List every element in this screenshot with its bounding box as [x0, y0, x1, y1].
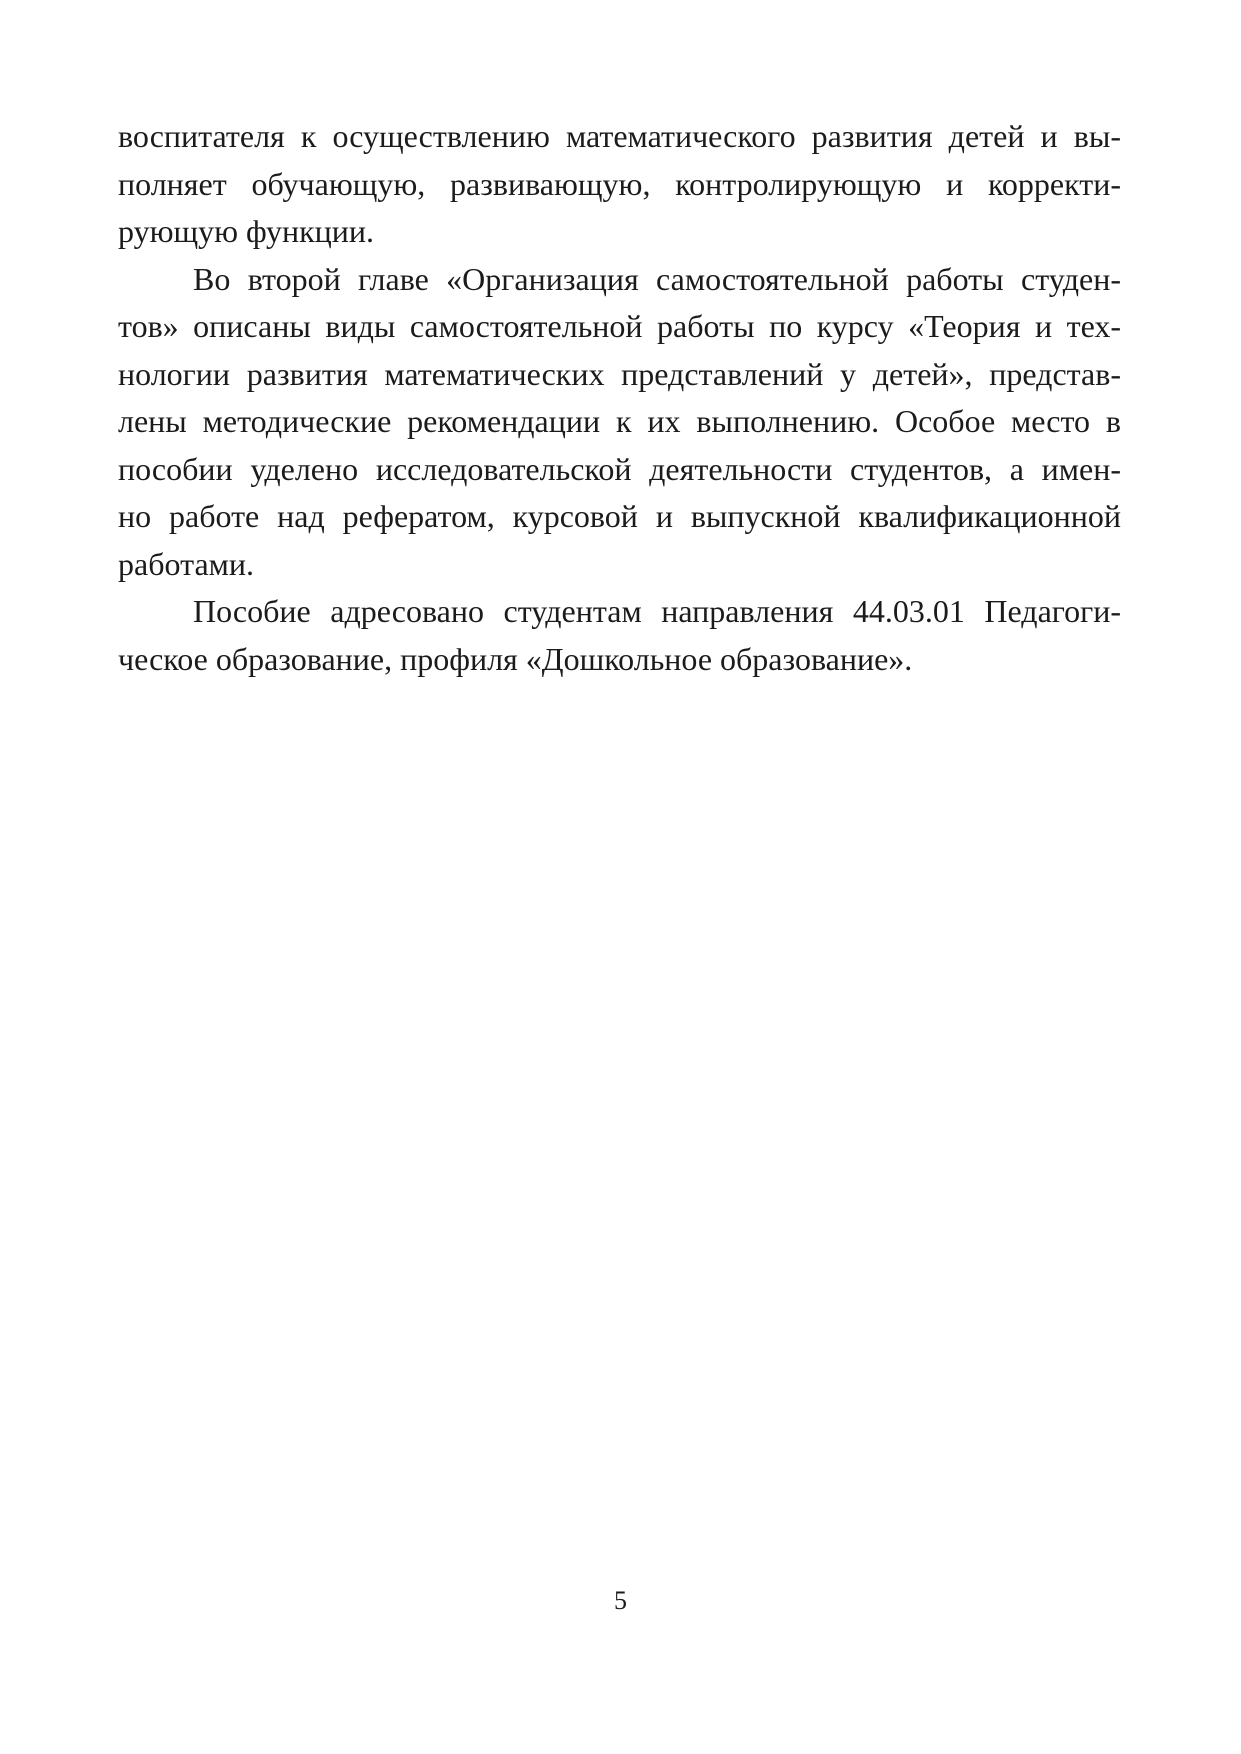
text-line: рующую функции.: [118, 213, 375, 249]
page-number: 5: [614, 1586, 627, 1615]
body-text: [118, 113, 1121, 683]
text-line: Пособие адресовано студентам направления 44.03.01 Педагоги-: [193, 593, 1121, 629]
text-line: работами.: [118, 545, 255, 582]
text-line: полняет обучающую, развивающую, контролирующую и корректи-: [118, 165, 1121, 202]
paragraph-1: [118, 113, 1121, 256]
text-line: но работе над рефератом, курсовой и выпускной квалификационной: [118, 498, 1121, 534]
paragraph-3: [118, 588, 1121, 683]
text-line: тов» описаны виды самостоятельной работы по курсу «Теория и тех-: [118, 308, 1121, 344]
text-line: Во второй главе «Организация самостоятельной работы студен-: [193, 260, 1121, 297]
paragraph-2: [118, 256, 1121, 589]
text-line: нологии развития математических представлений у детей», представ-: [118, 355, 1121, 392]
text-line: ческое образование, профиля «Дошкольное образование».: [118, 640, 913, 677]
text-line: пособии уделено исследовательской деятельности студентов, а имен-: [118, 450, 1121, 487]
text-line: воспитателя к осуществлению математического развития детей и вы-: [118, 118, 1121, 154]
text-line: лены методические рекомендации к их выполнению. Особое место в: [118, 403, 1121, 439]
